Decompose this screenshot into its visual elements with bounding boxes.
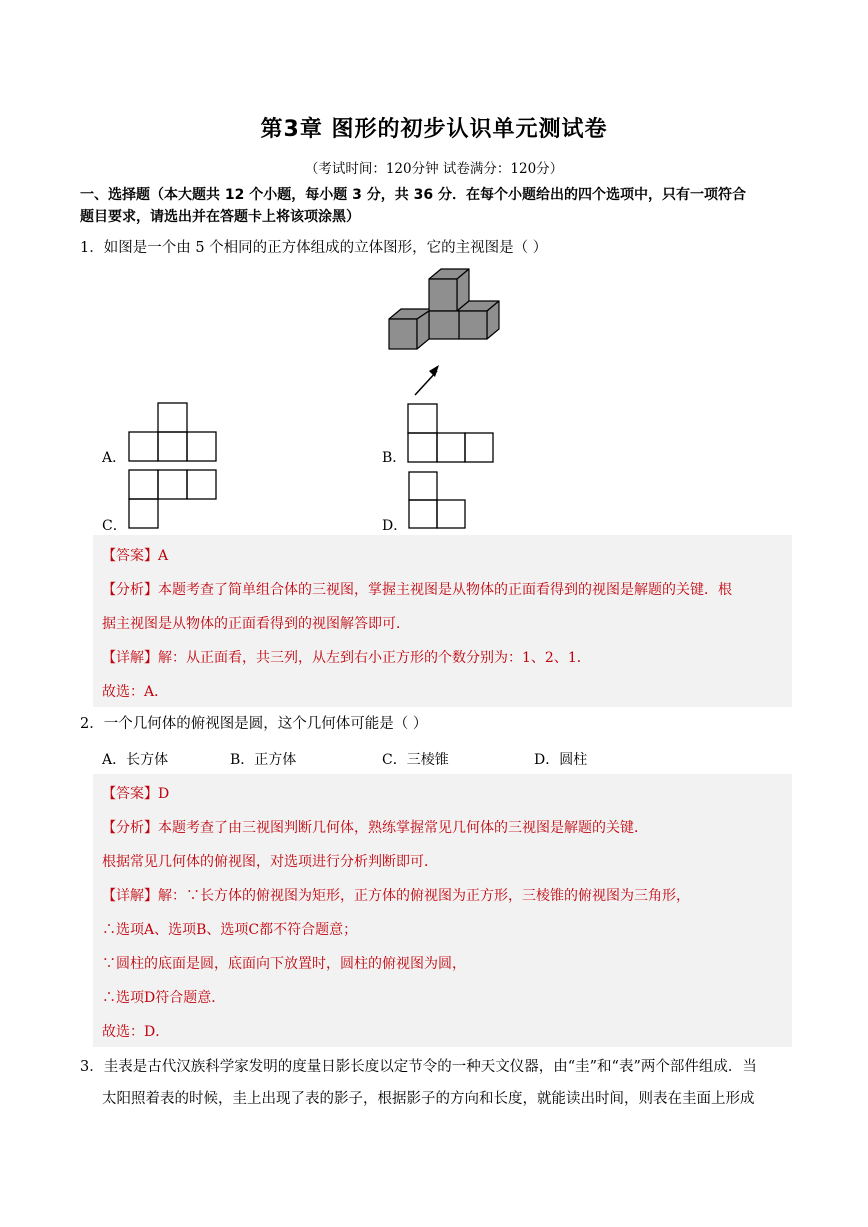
q2-option-c: C．三棱锥 bbox=[382, 752, 449, 768]
q2-option-d: D．圆柱 bbox=[534, 752, 588, 768]
q1-option-b-figure bbox=[407, 403, 497, 463]
q2-stem: 2．一个几何体的俯视图是圆，这个几何体可能是（ ） bbox=[80, 716, 428, 732]
q1-option-d-figure bbox=[408, 471, 468, 531]
q3-stem-line-1: 3．圭表是古代汉族科学家发明的度量日影长度以定节令的一种天文仪器，由“圭”和“表”两个部件组成．当 bbox=[80, 1059, 757, 1075]
q2-answer: 【答案】D bbox=[102, 786, 170, 802]
section-heading-line-2: 题目要求，请选出并在答题卡上将该项涂黑） bbox=[80, 209, 360, 225]
q1-option-d-label: D． bbox=[382, 518, 408, 534]
q1-option-c-label: C． bbox=[102, 518, 127, 534]
q3-stem-line-2: 太阳照着表的时候，圭上出现了表的影子，根据影子的方向和长度，就能读出时间，则表在圭面上形成 bbox=[102, 1091, 755, 1107]
q1-detail: 【详解】解：从正面看，共三列，从左到右小正方形的个数分别为：1、2、1． bbox=[102, 650, 591, 666]
q2-choice: 故选：D． bbox=[102, 1024, 170, 1040]
q2-analysis-line-2: 根据常见几何体的俯视图，对选项进行分析判断即可． bbox=[102, 854, 438, 870]
q1-option-c-figure bbox=[128, 469, 218, 529]
q1-choice: 故选：A． bbox=[102, 684, 169, 700]
q2-option-a: A．长方体 bbox=[102, 752, 169, 768]
q2-option-b: B．正方体 bbox=[230, 752, 297, 768]
q1-stem: 1．如图是一个由 5 个相同的正方体组成的立体图形，它的主视图是（ ） bbox=[80, 240, 548, 256]
q1-analysis-line-1: 【分析】本题考查了简单组合体的三视图，掌握主视图是从物体的正面看得到的视图是解题的关键．根 bbox=[102, 582, 732, 598]
q2-detail-line-3: ∵圆柱的底面是圆，底面向下放置时，圆柱的俯视图为圆， bbox=[102, 956, 466, 972]
q2-detail-line-2: ∴选项A、选项B、选项C都不符合题意； bbox=[102, 922, 358, 938]
q1-analysis-line-2: 据主视图是从物体的正面看得到的视图解答即可． bbox=[102, 616, 410, 632]
q2-detail-line-1: 【详解】解：∵长方体的俯视图为矩形，正方体的俯视图为正方形，三棱锥的俯视图为三角形， bbox=[102, 888, 690, 904]
q1-answer: 【答案】A bbox=[102, 548, 169, 564]
q2-detail-line-4: ∴选项D符合题意． bbox=[102, 990, 226, 1006]
q1-cube-figure bbox=[385, 267, 505, 387]
q1-option-b-label: B． bbox=[382, 450, 407, 466]
q1-option-a-label: A． bbox=[102, 450, 127, 466]
q2-analysis-line-1: 【分析】本题考查了由三视图判断几何体，熟练掌握常见几何体的三视图是解题的关键． bbox=[102, 820, 648, 836]
q1-option-a-figure bbox=[128, 402, 218, 462]
page-title: 第3章 图形的初步认识单元测试卷 bbox=[260, 117, 608, 142]
exam-info: （考试时间：120分钟 试卷满分：120分） bbox=[304, 161, 564, 177]
section-heading-line-1: 一、选择题（本大题共 12 个小题，每小题 3 分，共 36 分．在每个小题给出的四个选项中，只有一项符合 bbox=[80, 187, 746, 203]
